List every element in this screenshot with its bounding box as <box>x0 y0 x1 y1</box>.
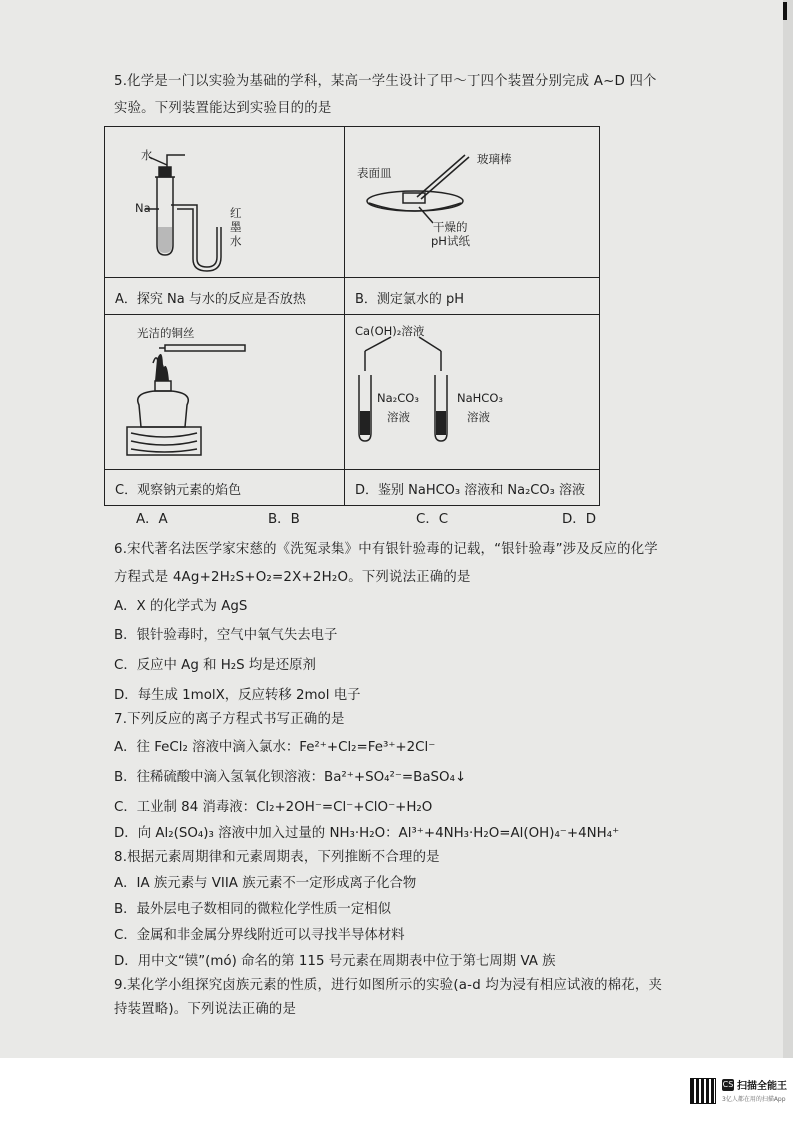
cell-c-caption: C．观察钠元素的焰色 <box>115 483 242 498</box>
label-na2co3-1: Na₂CO₃ <box>377 391 419 405</box>
qr-code-icon <box>690 1078 716 1104</box>
q5-option-c: C．C <box>416 512 449 527</box>
q5-apparatus-table <box>104 126 600 506</box>
q7-option-d: D．向 Al₂(SO₄)₃ 溶液中加入过量的 NH₃·H₂O：Al³⁺+4NH₃·H₂O=Al(OH)₄⁻+4NH₄⁺ <box>114 826 620 841</box>
q8-stem: 8.根据元素周期律和元素周期表，下列推断不合理的是 <box>114 850 440 865</box>
label-red-ink-2: 墨 <box>230 220 242 234</box>
brand-tagline: 3亿人都在用的扫描App <box>722 1096 786 1103</box>
q5-option-d: D．D <box>562 512 597 527</box>
label-red-ink-1: 红 <box>230 206 242 220</box>
label-glass-rod: 玻璃棒 <box>477 152 512 166</box>
q6-option-c: C．反应中 Ag 和 H₂S 均是还原剂 <box>114 658 316 673</box>
label-dry-ph-paper-2: pH试纸 <box>431 234 470 248</box>
camscanner-logo-icon: CS <box>722 1080 734 1089</box>
corner-mark <box>783 2 787 20</box>
q5-stem-line1: 5.化学是一门以实验为基础的学科，某高一学生设计了甲～丁四个装置分别完成 A~D 四个 <box>114 74 657 89</box>
q8-option-a: A．IA 族元素与 VIIA 族元素不一定形成离子化合物 <box>114 876 417 891</box>
brand-name: 扫描全能王 <box>737 1081 787 1092</box>
q7-option-b: B．往稀硫酸中滴入氢氧化钡溶液：Ba²⁺+SO₄²⁻=BaSO₄↓ <box>114 770 467 785</box>
scan-edge <box>783 0 793 1058</box>
q6-option-d: D．每生成 1molX，反应转移 2mol 电子 <box>114 688 361 703</box>
q5-option-a: A．A <box>136 512 168 527</box>
q9-stem-line1: 9.某化学小组探究卤族元素的性质，进行如图所示的实验(a-d 均为浸有相应试液的棉花，夹 <box>114 978 663 993</box>
table-divider-3 <box>105 469 599 470</box>
label-dry-ph-paper-1: 干燥的 <box>433 220 468 234</box>
q7-option-c: C．工业制 84 消毒液：Cl₂+2OH⁻=Cl⁻+ClO⁻+H₂O <box>114 800 433 815</box>
label-na2co3-2: 溶液 <box>387 410 410 424</box>
cell-b-caption: B．测定氯水的 pH <box>355 292 465 307</box>
watch-glass-ph-illustration <box>345 127 601 277</box>
scanner-watermark <box>690 1076 790 1108</box>
label-nahco3-1: NaHCO₃ <box>457 391 503 405</box>
q7-option-a: A．往 FeCl₂ 溶液中滴入氯水：Fe²⁺+Cl₂=Fe³⁺+2Cl⁻ <box>114 740 436 755</box>
q6-option-b: B．银针验毒时，空气中氧气失去电子 <box>114 628 338 643</box>
label-red-ink-3: 水 <box>230 234 242 248</box>
cell-a-caption: A．探究 Na 与水的反应是否放热 <box>115 292 306 307</box>
label-nahco3-2: 溶液 <box>467 410 490 424</box>
label-watch-glass: 表面皿 <box>357 166 392 180</box>
q6-option-a: A．X 的化学式为 AgS <box>114 599 248 614</box>
q6-stem-line2: 方程式是 4Ag+2H₂S+O₂=2X+2H₂O。下列说法正确的是 <box>114 570 471 585</box>
q8-option-c: C．金属和非金属分界线附近可以寻找半导体材料 <box>114 928 405 943</box>
q8-option-d: D．用中文“镆”(mó) 命名的第 115 号元素在周期表中位于第七周期 VA 族 <box>114 954 556 969</box>
label-water: 水 <box>141 148 153 162</box>
label-calcium-hydroxide: Ca(OH)₂溶液 <box>355 324 425 338</box>
table-divider-1 <box>105 277 599 278</box>
q8-option-b: B．最外层电子数相同的微粒化学性质一定相似 <box>114 902 391 917</box>
cell-d-caption: D．鉴别 NaHCO₃ 溶液和 Na₂CO₃ 溶液 <box>355 483 585 498</box>
label-copper-wire: 光洁的铜丝 <box>137 326 195 340</box>
label-na: Na <box>135 201 151 215</box>
q5-stem-line2: 实验。下列装置能达到实验目的的是 <box>114 101 332 116</box>
q7-stem: 7.下列反应的离子方程式书写正确的是 <box>114 712 345 727</box>
q6-stem-line1: 6.宋代著名法医学家宋慈的《洗冤录集》中有银针验毒的记载，“银针验毒”涉及反应的化学 <box>114 542 658 557</box>
q5-option-b: B．B <box>268 512 300 527</box>
q9-stem-line2: 持装置略)。下列说法正确的是 <box>114 1002 297 1017</box>
